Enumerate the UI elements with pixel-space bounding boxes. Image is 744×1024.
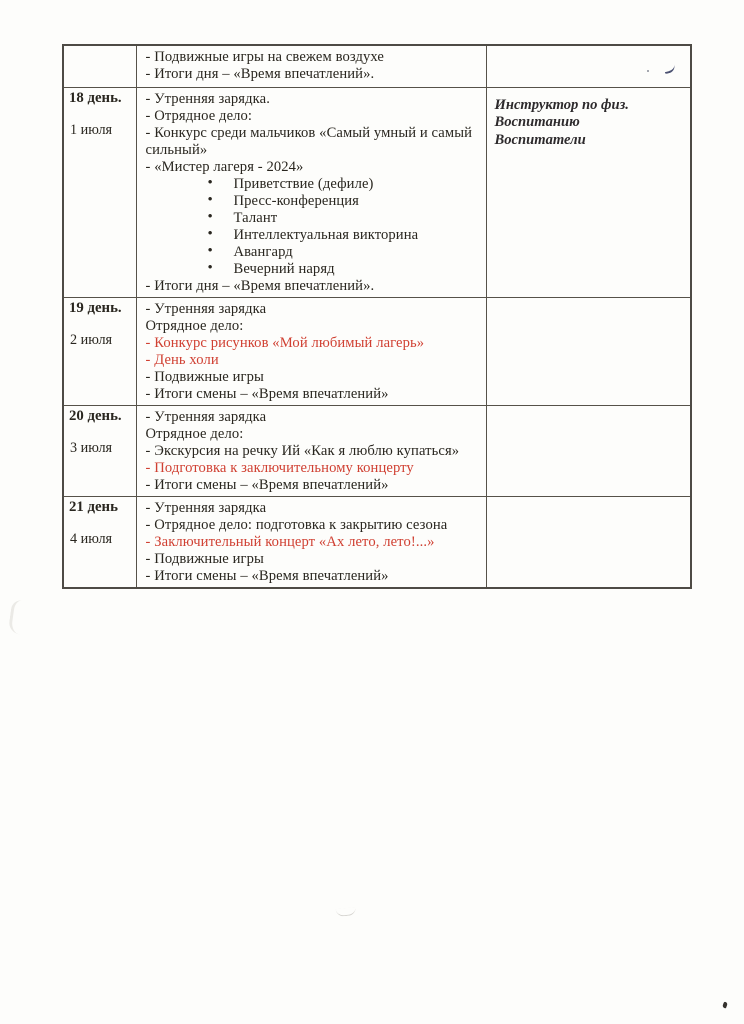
activity-line: - Утренняя зарядка	[145, 300, 267, 317]
pen-dot-mark	[647, 70, 649, 72]
activity-line-highlighted: - Подготовка к заключительному концерту	[145, 459, 414, 476]
staff-cell	[486, 496, 691, 588]
day-cell	[63, 45, 136, 87]
activity-line: Отрядное дело:	[145, 425, 244, 442]
day-cell	[63, 87, 136, 297]
table-row-continuation	[63, 45, 691, 87]
activity-line: - Экскурсия на речку Ий «Как я люблю купаться»	[145, 442, 460, 459]
bullet-item	[146, 227, 478, 244]
camp-schedule-table	[62, 44, 692, 589]
bullet-item-label: Приветствие (дефиле)	[233, 175, 374, 192]
bullet-icon: •	[207, 242, 213, 259]
day-label: 18 день.	[69, 89, 122, 106]
day-cell	[63, 297, 136, 405]
scan-smudge	[8, 599, 28, 635]
day-cell	[63, 496, 136, 588]
scan-speck	[722, 1001, 728, 1008]
activities-cell	[136, 87, 486, 297]
activities-cell	[136, 405, 486, 496]
bullet-item-label: Интеллектуальная викторина	[233, 226, 419, 243]
staff-cell	[486, 297, 691, 405]
table-row-day19	[63, 297, 691, 405]
activity-line: - Отрядное дело: подготовка к закрытию сезона	[145, 516, 448, 533]
bullet-item	[146, 210, 478, 227]
activity-line: - Подвижные игры на свежем воздухе	[145, 49, 384, 65]
day-label: 21 день	[69, 498, 118, 515]
day-label: 20 день.	[69, 407, 122, 424]
table-row-day21	[63, 496, 691, 588]
staff-line: Воспитанию	[494, 114, 580, 130]
activity-line: - Итоги дня – «Время впечатлений».	[145, 66, 375, 82]
activity-line: - «Мистер лагеря - 2024»	[145, 158, 304, 175]
scan-smudge	[336, 907, 357, 917]
bullet-item-label: Талант	[233, 209, 278, 226]
date-label: 3 июля	[70, 439, 113, 456]
bullet-icon: •	[207, 225, 213, 242]
bullet-icon: •	[207, 191, 213, 208]
day-cell	[63, 405, 136, 496]
activities-cell	[136, 496, 486, 588]
bullet-item	[146, 244, 478, 261]
activity-line: - Подвижные игры	[145, 550, 264, 567]
activity-line: - Подвижные игры	[145, 368, 264, 385]
date-label: 4 июля	[70, 530, 113, 547]
staff-cell	[486, 45, 691, 87]
bullet-item-label: Пресс-конференция	[233, 192, 359, 209]
activity-line: Отрядное дело:	[145, 317, 244, 334]
staff-line: Инструктор по физ.	[494, 96, 629, 113]
activities-cell	[136, 297, 486, 405]
activity-line-highlighted: - День холи	[145, 351, 219, 368]
staff-cell	[486, 87, 691, 297]
bullet-icon: •	[207, 208, 213, 225]
bullet-item	[146, 176, 478, 193]
activity-line: - Утренняя зарядка.	[145, 90, 270, 107]
activity-line-highlighted: - Конкурс рисунков «Мой любимый лагерь»	[145, 334, 425, 351]
activity-line-highlighted: - Заключительный концерт «Ах лето, лето!...»	[145, 533, 435, 550]
activity-line: - Конкурс среди мальчиков «Самый умный и самый сильный»	[145, 124, 473, 158]
bullet-icon: •	[207, 259, 213, 276]
bullet-item-label: Авангард	[233, 243, 293, 260]
bullet-item	[146, 261, 478, 278]
activity-line: - Итоги смены – «Время впечатлений»	[145, 385, 389, 402]
bullet-item	[146, 193, 478, 210]
date-label: 2 июля	[70, 331, 113, 348]
staff-line: Воспитатели	[494, 131, 586, 148]
table-row-day20	[63, 405, 691, 496]
activity-line: - Итоги дня – «Время впечатлений».	[145, 277, 375, 294]
activity-line: - Отрядное дело:	[145, 107, 253, 124]
activities-cell	[136, 45, 486, 87]
staff-cell	[486, 405, 691, 496]
table-row-day18	[63, 87, 691, 297]
activity-line: - Итоги смены – «Время впечатлений»	[145, 476, 389, 493]
activity-line: - Утренняя зарядка	[145, 408, 267, 425]
activity-line: - Итоги смены – «Время впечатлений»	[145, 567, 389, 584]
date-label: 1 июля	[70, 121, 113, 138]
bullet-icon: •	[207, 174, 213, 191]
activity-line: - Утренняя зарядка	[145, 499, 267, 516]
bullet-item-label: Вечерний наряд	[233, 260, 335, 277]
day-label: 19 день.	[69, 299, 122, 316]
